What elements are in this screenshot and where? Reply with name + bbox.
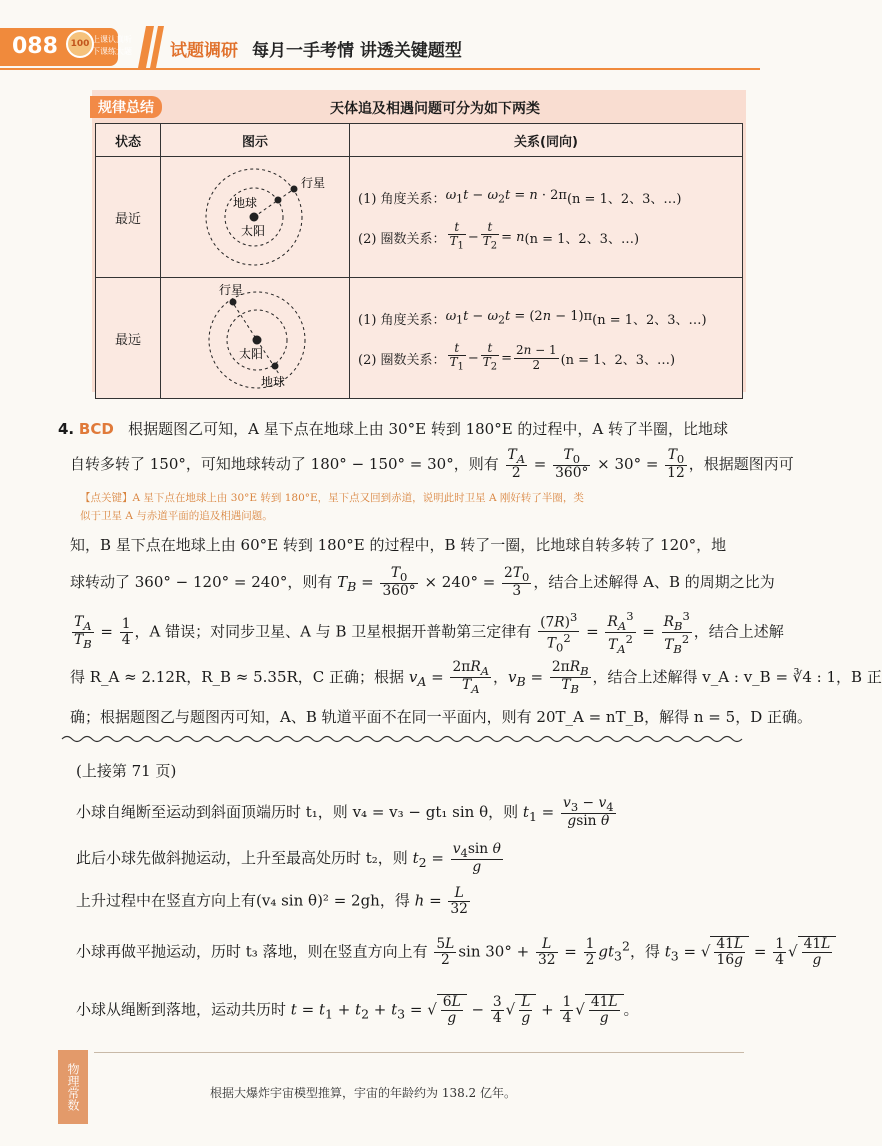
earth-dot [275,197,282,204]
rule-table [95,123,743,399]
angle-relation-nearest: (1) 角度关系： $\omega_1t - \omega_2t = n \cdot 2\pi$ (n = 1、2、3、…) [358,188,682,207]
state-nearest: 最近 [96,157,161,278]
answer-label: BCD [78,420,114,438]
q4-line-1: 4. BCD 根据题图乙可知，A 星下点在地球上由 30°E 转到 180°E 的过程中，A 转了半圈，比地球 [58,420,729,438]
continued-ref: (上接第 71 页) [76,762,177,780]
key-point-note-2: 似于卫星 A 与赤道平面的追及相遇问题。 [80,510,273,522]
table-row [96,278,743,399]
cycle-relation-farthest: (2) 圈数关系： t $T_1$ − $\frac{t}{T_2}$ = $\frac{2n - 1}{2}$ (n = 1、2、3、…) [358,341,676,373]
sun-label: 太阳 [241,224,266,238]
q4-line-3: 知，B 星下点在地球上由 60°E 转到 180°E 的过程中，B 转了一圈，比地球自转多转了 120°，地 [70,536,727,554]
relation-farthest [350,278,743,399]
planet-dot [291,186,298,193]
table-row [96,157,743,278]
q4-line-5: $\frac{T_A}{T_B}$ = $\frac{1}{4}$ ，A 错误；对同步卫星、A 与 B 卫星根据开普勒第三定律有 $\frac{(7R)^3}{T_0^2}$ = $\frac{R_A^3}{T_A^2}$ = $\frac{R_B^3}{T_B^2}$ ，结合上述解 [74,609,784,656]
sun-dot [253,336,262,345]
header-slogan: 每月一手考情 讲透关键题型 [252,41,462,61]
angle-relation-farthest: (1) 角度关系： $\omega_1t - \omega_2t = (2n - 1)\pi$ (n = 1、2、3、…) [358,309,707,328]
orbit-figure-farthest [161,278,350,399]
state-farthest: 最远 [96,278,161,399]
relation-nearest [350,157,743,278]
cont-line-3: 上升过程中在竖直方向上有(v₄ sin θ)² = 2gh，得 h = $\frac{L}{32}$ [76,885,468,918]
earth-label: 地球 [261,375,286,389]
orbit-diagram-farthest [161,278,349,394]
footer-rule [94,1052,744,1053]
footer-fact: 根据大爆炸宇宙模型推算，宇宙的年龄约为 138.2 亿年。 [210,1086,516,1100]
sun-label: 太阳 [239,347,264,361]
earth-dot [272,363,279,370]
q4-line-2: 自转多转了 150°，可知地球转动了 180° − 150° = 30°，则有 $\frac{T_A}{2}$ = $\frac{T_0}{360^\circ}$ × 30° = $\frac{T_0}{12}$ ，根据题图丙可 [70,447,794,482]
col-header-state: 状态 [96,124,161,157]
earth-label: 地球 [233,196,258,210]
series-title: 试题调研 [170,41,238,61]
cont-line-5: 小球从绳断到落地，运动共历时 $t = t_1 + t_2 + t_3$ = √ $\frac{6L}{g}$ − $\frac{3}{4}$ √ $\frac{L}{g}$ + $\frac{1}{4}$ √ $\frac{41L}{g}$ 。 [76,994,639,1027]
header-motto-2: 下课练大题 [92,47,132,56]
q4-line-7: 确；根据题图乙与题图丙可知，A、B 轨道平面不在同一平面内，则有 20T_A = nT_B，解得 n = 5，D 正确。 [70,708,812,726]
rule-summary-tag: 规律总结 [90,96,162,118]
cont-line-2: 此后小球先做斜抛运动，上升至最高处历时 t₂，则 $t_2$ = $\frac{v_4\sin \theta}{g}$ [76,841,501,876]
orbit-diagram-nearest [161,157,349,273]
q4-line-6: 得 R_A ≈ 2.12R，R_B ≈ 5.35R，C 正确；根据 $v_A$ = $2\pi R_A$ $T_A$ ，$v_B$ = $2\pi R_B$ $T_B$ ，结合上述解得 v_A : v_B = ∛4 : 1，B 正 [70,659,882,697]
header-motto-1: 上课认真听 [92,35,132,44]
slash-decoration-icon [140,26,164,68]
cycle-relation-nearest: (2) 圈数关系： t $T_1$ − $\frac{t}{T_2}$ = n (n = 1、2、3、…) [358,220,640,252]
cont-line-1: 小球自绳断至运动到斜面顶端历时 t₁，则 v₄ = v₃ − gt₁ sin θ，则 $t_1$ = $\frac{v_3 - v_4}{\text{gsin θ}}$ [76,795,614,830]
rule-summary-title: 天体追及相遇问题可分为如下两类 [330,101,540,117]
key-point-note-1: 【点关键】A 星下点在地球上由 30°E 转到 180°E，星下点又回到赤道，说明此时卫星 A 刚好转了半圈，类 [80,492,584,504]
header-rule [0,68,760,70]
sun-dot [250,213,259,222]
orbit-figure-nearest [161,157,350,278]
q4-line-4: 球转动了 360° − 120° = 240°，则有 $T_B$ = $\frac{T_0}{360^\circ}$ × 240° = $\frac{2T_0}{3}$ ，结合上述解得 A、B 的周期之比为 [70,565,775,600]
physics-constant-tab: 物理常数 [58,1050,88,1124]
medal-icon: 100 [66,30,94,58]
planet-dot [230,299,237,306]
planet-label: 行星 [219,283,244,297]
page-number: 088 [12,34,58,59]
col-header-figure: 图示 [161,124,350,157]
cont-line-4: 小球再做平抛运动，历时 t₃ 落地，则在竖直方向上有 $\frac{5L}{2}$ sin 30° + $\frac{L}{32}$ = $\frac{1}{2}$ $gt_3^2$，得 $t_3$ = √ $\frac{41L}{16g}$ = $\frac{1}{4}$ √ $\frac{41L}{g}$ [76,936,836,968]
section-divider [62,734,742,744]
col-header-relation: 关系(同向) [350,124,743,157]
planet-label: 行星 [301,176,326,190]
